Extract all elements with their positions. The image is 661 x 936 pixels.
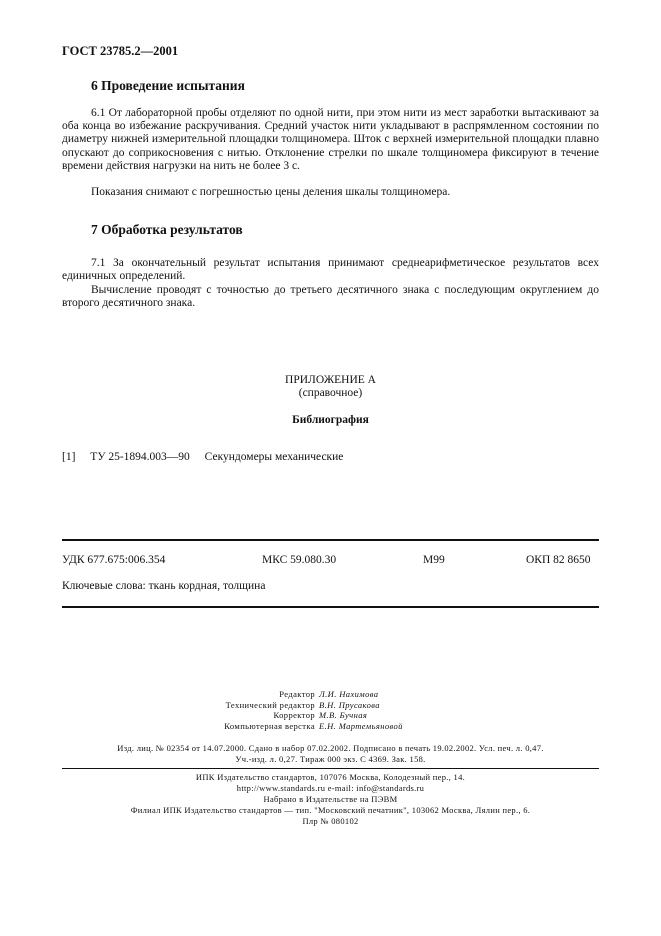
credit-row: Редактор Л.И. Нахимова [279, 689, 379, 699]
bib-entry-number: [1] [62, 451, 76, 463]
appendix-subtitle: (справочное) [298, 387, 363, 399]
bibliography-entry [62, 451, 355, 463]
publisher-rule [62, 768, 599, 769]
print-info-line-2: Уч.-изд. л. 0,27. Тираж 000 экз. С 4369. Зак. 158. [235, 754, 426, 764]
publisher-line-5: Плр № 080102 [302, 816, 359, 826]
group-code: М99 [423, 554, 445, 566]
bib-entry-name: Секундомеры механические [204, 451, 344, 463]
mks-code: МКС 59.080.30 [262, 554, 337, 566]
bibliography-title: Библиография [292, 414, 369, 426]
udk-code: УДК 677.675:006.354 [62, 554, 166, 566]
credit-row: Компьютерная верстка Е.Н. Мартемьяновой [224, 720, 403, 731]
bottom-rule [62, 606, 599, 608]
okp-code: ОКП 82 8650 [526, 554, 591, 566]
keywords: Ключевые слова: ткань кордная, толщина [62, 580, 266, 592]
section-6-title: 6 Проведение испытания [91, 78, 245, 93]
section-6-paragraph-2: Показания снимают с погрешностью цены деления шкалы толщиномера. [91, 186, 451, 198]
publisher-line-3: Набрано в Издательстве на ПЭВМ [263, 794, 398, 804]
credit-row: Технический редактор В.Н. Прусакова [225, 699, 380, 710]
credit-row: Корректор М.В. Бучная [273, 710, 368, 720]
top-rule [62, 539, 599, 541]
section-6-paragraph-1: 6.1 От лабораторной пробы отделяют по одной нити, при этом нити из мест заработки вытаскивают за оба конца во избежание раскручивания. Средний участок нити укладывают в распрямленном состоянии по диаметру нижней измерительной площадки толщиномера. Шток с верхней измерительной площадки плавно опускают до соприкосновения с нитью. Отклонение стрелки по шкале толщиномера фиксируют в течение времени действия нагрузки на нить не более 3 с. [62, 107, 599, 172]
section-7-paragraph-2: Вычисление проводят с точностью до третьего десятичного знака с последующим округлением до второго десятичного знака. [62, 284, 599, 310]
publisher-line-2: http://www.standards.ru e-mail: info@standards.ru [236, 783, 425, 793]
print-info-line-1: Изд. лиц. № 02354 от 14.07.2000. Сдано в набор 07.02.2002. Подписано в печать 19.02.2002. Усл. печ. л. 0,47. [117, 743, 544, 753]
section-7-paragraph-1: 7.1 За окончательный результат испытания принимают среднеарифметическое результатов всех единичных определений. [62, 257, 599, 283]
publisher-line-4: Филиал ИПК Издательство стандартов — тип. "Московский печатник", 103062 Москва, Лялин пер., 6. [130, 805, 531, 815]
publisher-line-1: ИПК Издательство стандартов, 107076 Москва, Колодезный пер., 14. [195, 772, 466, 782]
section-7-title: 7 Обработка результатов [91, 222, 243, 237]
bib-entry-code: ТУ 25-1894.003—90 [90, 451, 190, 463]
credits-block [0, 689, 661, 731]
doc-number: ГОСТ 23785.2—2001 [62, 44, 179, 58]
appendix-title: ПРИЛОЖЕНИЕ А [285, 374, 376, 386]
